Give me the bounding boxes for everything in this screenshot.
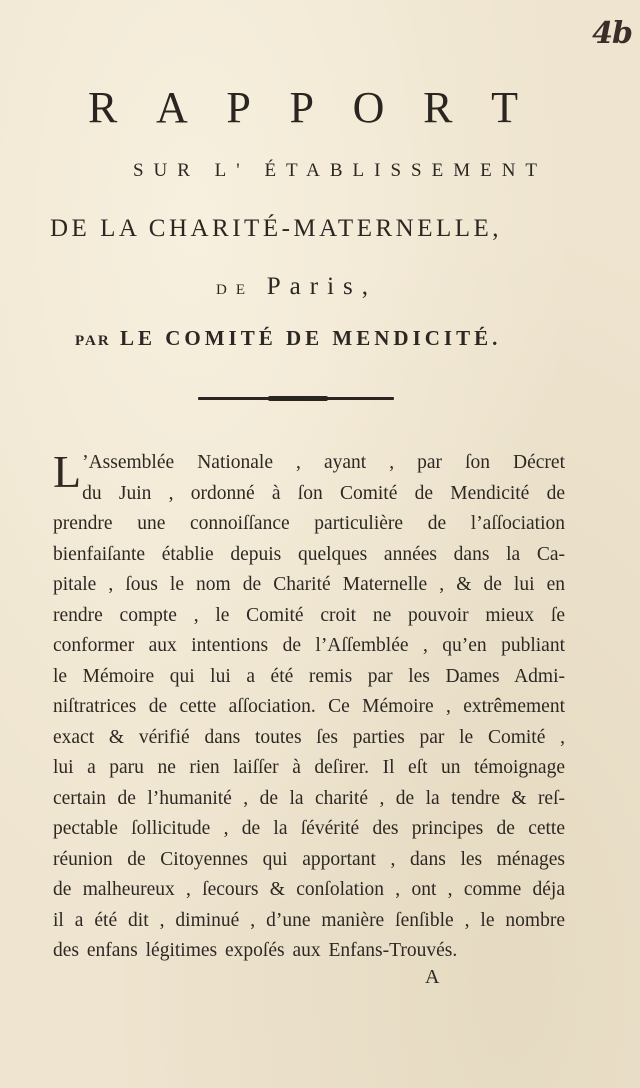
heading-line-1: SUR L' ÉTABLISSEMENT: [132, 160, 548, 181]
text-line: réunion de Citoyennes qui apportant , dans les ménages: [53, 848, 565, 870]
text-line: rendre compte , le Comité croit ne pouvoir mieux ſe: [53, 604, 565, 626]
title-letter: A: [156, 83, 188, 132]
heading-line-4-rest: LE COMITÉ DE MENDICITÉ.: [119, 326, 502, 350]
title-letter: R: [88, 83, 118, 132]
title-letter: P: [226, 83, 251, 132]
catchword: A: [425, 966, 440, 988]
text-line: lui a paru ne rien laiſſer à deſirer. Il eſt un témoignage: [53, 757, 565, 778]
text-line: certain de l’humanité , de la charité , de la tendre & reſ-: [53, 787, 565, 809]
text-line: pectable ſollicitude , de la ſévérité des principes de cette: [53, 818, 565, 839]
text-line: exact & vérifié dans toutes ſes parties par le Comité ,: [53, 726, 565, 748]
drop-cap: L: [53, 446, 82, 497]
text-line: conformer aux intentions de l’Aſſemblée , qu’en publiant: [53, 635, 565, 656]
heading-line-3-prefix: DE: [216, 282, 254, 298]
text-line: bienfaiſante établie depuis quelques années dans la Ca-: [53, 543, 565, 565]
title-letter: P: [289, 83, 315, 132]
title-letter: T: [491, 83, 518, 132]
title-letter: O: [352, 83, 385, 132]
heading-line-2: DE LA CHARITÉ-MATERNELLE,: [50, 215, 503, 242]
title-rapport: [88, 82, 518, 133]
text-line: niſtratrices de cette aſſociation. Ce Mémoire , extrêmement: [53, 696, 565, 717]
text-line: des enfans légitimes expoſés aux Enfans-Trouvés.: [53, 940, 458, 961]
heading-line-4-prefix: PAR: [75, 333, 111, 349]
ornamental-rule: [198, 397, 394, 400]
text-line: le Mémoire qui lui a été remis par les Dames Admi-: [53, 665, 565, 687]
text-line: prendre une connoiſſance particulière de l’aſſociation: [53, 513, 565, 534]
heading-line-3: [216, 273, 416, 301]
heading-line-3-name: Paris,: [266, 273, 377, 300]
text-line: du Juin , ordonné à ſon Comité de Mendicité de: [82, 482, 565, 504]
text-line: ’Assemblée Nationale , ayant , par ſon Décret: [82, 452, 565, 473]
text-line: pitale , ſous le nom de Charité Maternelle , & de lui en: [53, 574, 565, 595]
body-text: [53, 448, 565, 967]
text-line: il a été dit , diminué , d’une manière ſenſible , le nombre: [53, 909, 565, 931]
page-folio: 4b: [592, 16, 632, 51]
heading-line-4: [75, 326, 545, 351]
title-letter: R: [423, 83, 453, 132]
text-line: de malheureux , ſecours & conſolation , ont , comme déja: [53, 879, 565, 900]
